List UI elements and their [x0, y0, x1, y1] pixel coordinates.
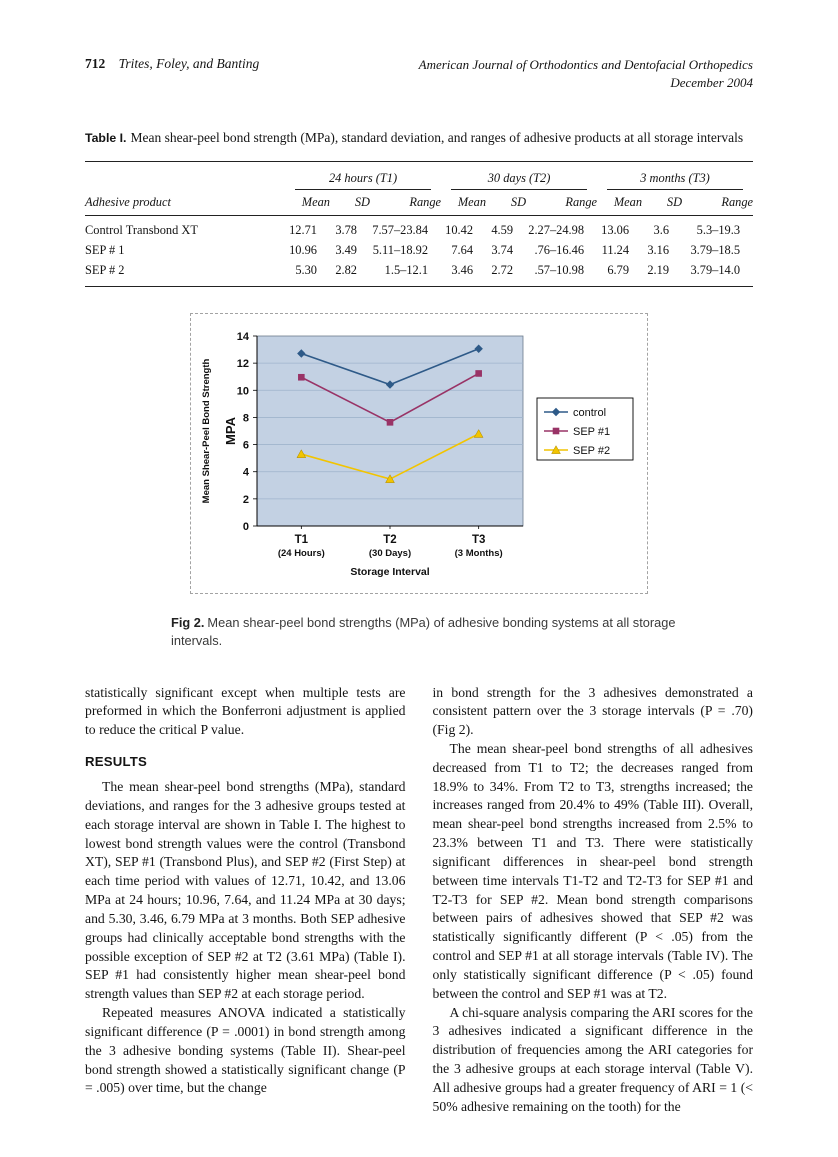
cell-range-t2: .76–16.46 [534, 243, 585, 258]
cell-mean-t2: 3.46 [451, 263, 474, 278]
body-columns [85, 684, 753, 1117]
data-point [387, 419, 394, 426]
journal-title: American Journal of Orthodontics and Dentofacial Orthopedics [418, 57, 753, 72]
x-tick-label: T3 [471, 534, 486, 547]
table-subheader-row [85, 192, 753, 216]
page-header [85, 56, 753, 92]
table-1-label: Table I. [85, 131, 127, 146]
x-tick-sublabel: (3 Months) [454, 548, 503, 560]
cell-sd-t1: 2.82 [335, 263, 357, 278]
body-paragraph: The mean shear-peel bond strengths (MPa), standard deviations, and ranges for the 3 adhesive groups tested at each storage interval are shown in Table I. The highest to lowest bond strength values were the control (Transbond XT), SEP #1 (Transbond Plus), and SEP #2 (First Step) at each time period with values of 12.71, 10.42, and 13.06 MPa at 24 hours; 10.96, 7.64, and 11.24 MPa at 30 days; and 5.30, 3.46, 6.79 MPa at 3 months. Both SEP adhesive groups had clinically acceptable bond strengths with the possible exception of SEP #2 at T2 (3.61 MPa) (Table I). SEP #1 had consistently higher mean shear-peel bond strength values than SEP #2 at each storage period. [85, 779, 406, 1002]
issue-date: December 2004 [670, 75, 753, 91]
running-head-left [85, 56, 259, 72]
cell-mean-t1: 12.71 [289, 223, 317, 238]
table-1 [85, 161, 753, 287]
running-authors: Trites, Foley, and Banting [118, 56, 260, 71]
cell-range-t1: 7.57–23.84 [372, 223, 429, 238]
adhesive-name: SEP # 2 [85, 263, 125, 278]
group-header-t2: 30 days (T2) [441, 162, 597, 193]
cell-sd-t3: 3.6 [653, 223, 670, 238]
y-axis-title: Mean Shear-Peel Bond Strength [201, 358, 212, 504]
table-1-caption-text: Mean shear-peel bond strength (MPa), standard deviation, and ranges of adhesive products at all storage intervals [130, 130, 744, 146]
running-head-right [419, 56, 753, 92]
subheader-sd-t1: SD [330, 192, 370, 216]
table-group-header-row [85, 162, 753, 193]
cell-mean-t1: 10.96 [289, 243, 317, 258]
y-tick-label: 12 [236, 358, 249, 371]
cell-mean-t3: 6.79 [607, 263, 630, 278]
body-paragraph: A chi-square analysis comparing the ARI scores for the 3 adhesives indicated a significant difference in the distribution of frequencies among the ARI categories for the 3 adhesive groups at each storage interval (Table V). All adhesive groups had a greater frequency of ARI = 1 (< 50% adhesive remaining on the tooth) for the [432, 1004, 753, 1114]
cell-range-t3: 3.79–14.0 [690, 263, 741, 278]
figure-2-caption-text: Mean shear-peel bond strengths (MPa) of adhesive bonding systems at all storage intervals. [171, 615, 676, 648]
row-header-label: Adhesive product [85, 192, 285, 216]
x-tick-label: T1 [294, 534, 309, 547]
cell-range-t2: 2.27–24.98 [528, 223, 585, 238]
x-tick-sublabel: (30 Days) [368, 548, 412, 560]
y-tick-label: 8 [242, 412, 249, 425]
cell-mean-t3: 11.24 [601, 243, 630, 258]
cell-sd-t1: 3.78 [335, 223, 357, 238]
figure-2-label: Fig 2. [171, 615, 205, 631]
x-axis-title: Storage Interval [350, 566, 430, 579]
group-header-t1: 24 hours (T1) [285, 162, 441, 193]
table-corner-cell [85, 162, 285, 193]
subheader-mean-t1: Mean [285, 192, 330, 216]
y-tick-label: 10 [236, 385, 249, 398]
x-tick-sublabel: (24 Hours) [277, 548, 325, 560]
cell-sd-t3: 2.19 [647, 263, 670, 278]
adhesive-name: SEP # 1 [85, 243, 125, 258]
y-tick-label: 6 [242, 439, 249, 452]
cell-sd-t3: 3.16 [647, 243, 670, 258]
body-paragraph: Repeated measures ANOVA indicated a statistically significant difference (P = .0001) in bond strength among the 3 adhesive bonding systems (Table II). Shear-peel bond strength showed a statistically significant change (P = .005) over time, but the change [85, 1005, 406, 1096]
cell-range-t3: 3.79–18.5 [690, 243, 741, 258]
subheader-sd-t2: SD [486, 192, 526, 216]
subheader-mean-t3: Mean [597, 192, 642, 216]
cell-sd-t2: 3.74 [491, 243, 514, 258]
subheader-mean-t2: Mean [441, 192, 486, 216]
cell-range-t1: 5.11–18.92 [372, 243, 429, 258]
cell-sd-t2: 4.59 [491, 223, 514, 238]
body-paragraph: statistically significant except when multiple tests are preformed in which the Bonferroni adjustment is applied to reduce the critical P value. [85, 684, 406, 738]
figure-2-caption [171, 614, 685, 649]
y-axis-unit: MPA [223, 417, 238, 446]
cell-sd-t2: 2.72 [491, 263, 514, 278]
figure-2-chart [190, 313, 648, 594]
cell-range-t3: 5.3–19.3 [696, 223, 741, 238]
cell-mean-t2: 10.42 [445, 223, 474, 238]
plot-area [257, 336, 523, 526]
table-row-sep2 [85, 261, 753, 287]
y-tick-label: 2 [242, 494, 249, 507]
y-tick-label: 4 [242, 466, 249, 479]
data-point [298, 374, 305, 381]
group-header-t3: 3 months (T3) [597, 162, 753, 193]
table-row-control [85, 216, 753, 241]
data-point [553, 428, 560, 435]
adhesive-name: Control Transbond XT [85, 223, 198, 238]
y-tick-label: 14 [236, 331, 249, 344]
y-tick-label: 0 [242, 521, 249, 534]
page-number: 712 [85, 56, 106, 71]
legend-label: SEP #2 [573, 445, 611, 458]
cell-mean-t2: 7.64 [451, 243, 474, 258]
subheader-sd-t3: SD [642, 192, 682, 216]
results-heading: RESULTS [85, 754, 147, 769]
table-row-sep1 [85, 241, 753, 261]
cell-range-t2: .57–10.98 [534, 263, 585, 278]
right-column [433, 684, 754, 1117]
subheader-range-t1: Range [370, 192, 441, 216]
data-point [475, 370, 482, 377]
legend-label: control [573, 407, 607, 420]
subheader-range-t2: Range [526, 192, 597, 216]
legend-label: SEP #1 [573, 426, 611, 439]
cell-range-t1: 1.5–12.1 [384, 263, 429, 278]
bond-strength-line-chart [193, 322, 639, 584]
table-1-caption [85, 128, 753, 148]
body-paragraph: The mean shear-peel bond strengths of all adhesives decreased from T1 to T2; the decreases ranged from 18.9% to 34%. From T2 to T3, strengths increased; the increases ranged from 20.4% to 49% (Table III). Overall, mean shear-peel bond strengths increased from 2.5% to 23.3% between T1 and T3. There were statistically significant differences in shear-peel bond strength between time intervals T1-T2 and T2-T3 for SEP #1 and T2-T3 for SEP #2. Mean bond strength comparisons between pairs of adhesives showed that SEP #2 was statistically significantly different (P < .05) from the control and SEP #1 at all storage intervals (Table IV). The only statistically significant difference (P < .05) found between the control and SEP #1 was at T2. [432, 741, 753, 1001]
x-tick-label: T2 [383, 534, 397, 547]
cell-sd-t1: 3.49 [335, 243, 357, 258]
cell-mean-t1: 5.30 [295, 263, 317, 278]
subheader-range-t3: Range [682, 192, 753, 216]
body-paragraph: in bond strength for the 3 adhesives demonstrated a consistent pattern over the 3 storage intervals (P = .70) (Fig 2). [432, 684, 753, 738]
left-column [85, 684, 406, 1117]
cell-mean-t3: 13.06 [601, 223, 630, 238]
